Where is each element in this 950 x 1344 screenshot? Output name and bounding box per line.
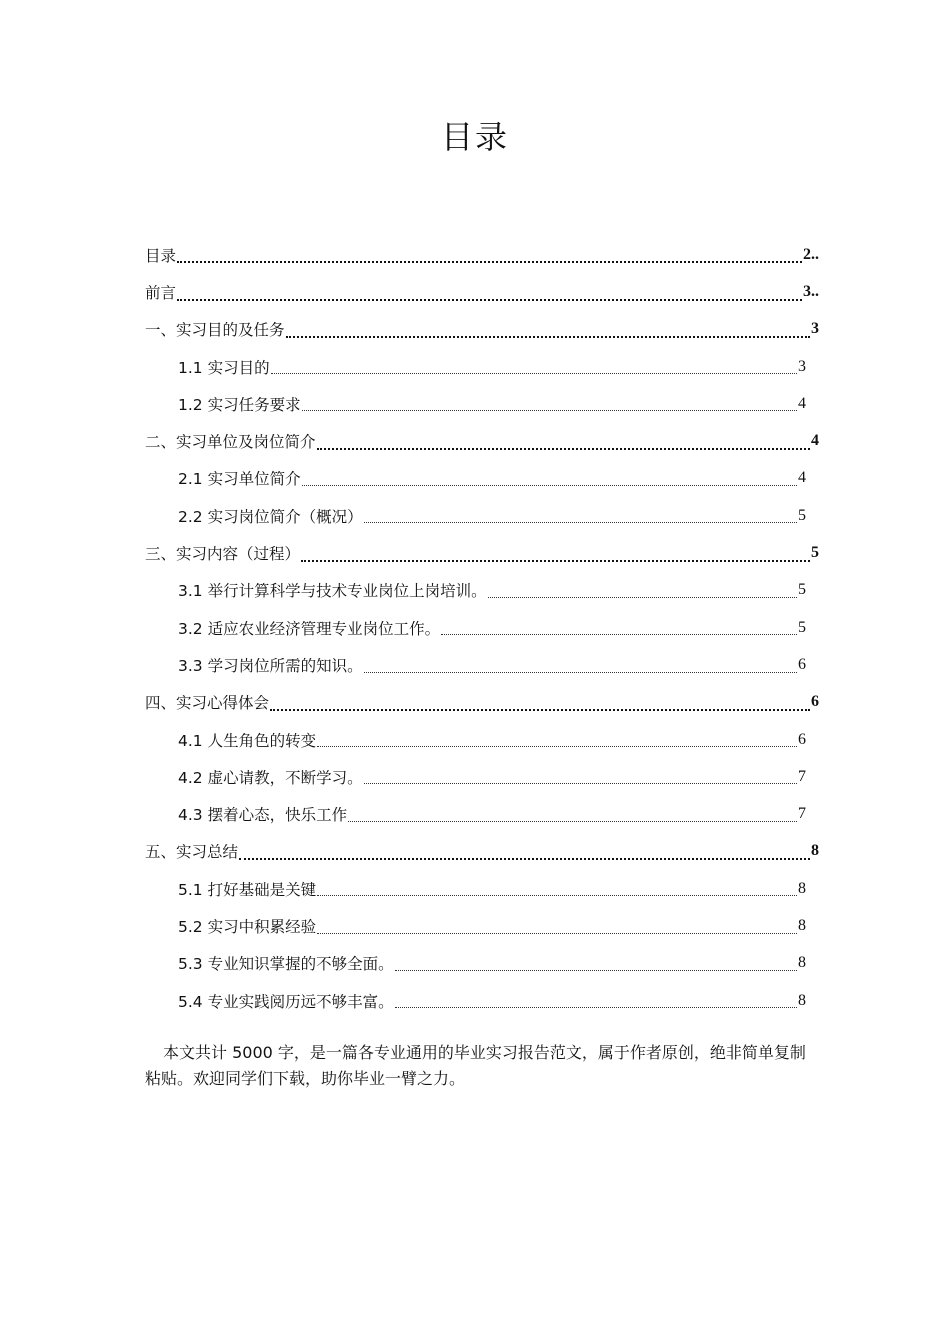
toc-entry[interactable] <box>145 907 806 944</box>
toc-entry[interactable] <box>145 534 819 571</box>
toc-entry-label: 3.2 适应农业经济管理专业岗位工作。 <box>178 619 441 638</box>
toc-page-number: 5 <box>798 618 806 636</box>
toc-entry[interactable] <box>145 273 819 310</box>
toc-dot-leader <box>317 422 810 459</box>
toc-dot-leader <box>364 497 797 534</box>
toc-page-number: 8 <box>798 954 806 972</box>
toc-entry-label: 5.2 实习中积累经验 <box>178 917 317 936</box>
toc-page-number: 4 <box>798 469 806 487</box>
toc-entry[interactable] <box>145 833 819 870</box>
toc-entry[interactable] <box>145 870 806 907</box>
toc-entry[interactable] <box>145 684 819 721</box>
toc-entry[interactable] <box>145 348 806 385</box>
toc-entry-label: 前言 <box>145 283 177 302</box>
toc-dot-leader <box>364 758 797 795</box>
toc-entry-label: 5.3 专业知识掌握的不够全面。 <box>178 955 394 974</box>
toc-entry-label: 4.2 虚心请教，不断学习。 <box>178 768 363 787</box>
toc-entry-label: 4.1 人生角色的转变 <box>178 731 317 750</box>
toc-dot-leader <box>364 646 797 683</box>
toc-entry[interactable] <box>145 311 819 348</box>
toc-entry[interactable] <box>145 646 806 683</box>
toc-entry-label: 1.1 实习目的 <box>178 358 270 377</box>
toc-page-number: 5 <box>798 506 806 524</box>
toc-entry-label: 五、实习总结 <box>145 843 239 862</box>
toc-entry[interactable] <box>145 236 819 273</box>
page-title: 目录 <box>440 118 509 156</box>
toc-entry[interactable] <box>145 758 806 795</box>
toc-entry-label: 1.2 实习任务要求 <box>178 395 301 414</box>
toc-entry-label: 2.2 实习岗位简介（概况） <box>178 507 363 526</box>
toc-dot-leader <box>317 721 797 758</box>
toc-entry[interactable] <box>145 460 806 497</box>
toc-dot-leader <box>302 385 797 422</box>
toc-page-number: 2.. <box>803 245 819 263</box>
toc-dot-leader <box>488 572 797 609</box>
toc-page-number: 3.. <box>803 282 819 300</box>
toc-entry[interactable] <box>145 795 806 832</box>
toc-page-number: 3 <box>811 320 819 338</box>
toc-page-number: 3 <box>798 357 806 375</box>
toc-entry-label: 目录 <box>145 246 177 265</box>
toc-page-number: 8 <box>798 916 806 934</box>
toc-page-number: 6 <box>798 730 806 748</box>
toc-page-number: 7 <box>798 767 806 785</box>
toc-page-number: 8 <box>798 991 806 1009</box>
toc-page-number: 4 <box>811 432 819 450</box>
toc-dot-leader <box>317 907 797 944</box>
toc-page-number: 6 <box>811 693 819 711</box>
toc-dot-leader <box>348 795 797 832</box>
toc-dot-leader <box>177 273 802 310</box>
toc-entry-label: 一、实习目的及任务 <box>145 321 285 340</box>
document-note: 本文共计 5000 字，是一篇各专业通用的毕业实习报告范文，属于作者原创，绝非简单复制粘贴。欢迎同学们下载，助你毕业一臂之力。 <box>145 1043 806 1088</box>
toc-dot-leader <box>395 945 797 982</box>
toc-dot-leader <box>301 534 810 571</box>
toc-entry-label: 5.1 打好基础是关键 <box>178 880 317 899</box>
toc-entry[interactable] <box>145 385 806 422</box>
toc-entry[interactable] <box>145 721 806 758</box>
table-of-contents <box>145 236 825 1019</box>
toc-dot-leader <box>270 684 810 721</box>
toc-entry[interactable] <box>145 945 806 982</box>
toc-dot-leader <box>395 982 797 1019</box>
toc-dot-leader <box>317 870 797 907</box>
toc-entry[interactable] <box>145 982 806 1019</box>
toc-dot-leader <box>286 311 810 348</box>
toc-entry-label: 3.3 学习岗位所需的知识。 <box>178 656 363 675</box>
toc-entry-label: 三、实习内容（过程） <box>145 545 301 564</box>
toc-entry-label: 二、实习单位及岗位简介 <box>145 433 316 452</box>
toc-page-number: 5 <box>811 544 819 562</box>
toc-page-number: 6 <box>798 655 806 673</box>
toc-entry-label: 四、实习心得体会 <box>145 694 270 713</box>
toc-page-number: 8 <box>811 842 819 860</box>
toc-dot-leader <box>177 236 802 273</box>
toc-page-number: 4 <box>798 394 806 412</box>
toc-entry-label: 3.1 举行计算科学与技术专业岗位上岗培训。 <box>178 582 487 601</box>
toc-page-number: 5 <box>798 581 806 599</box>
toc-entry-label: 2.1 实习单位简介 <box>178 470 301 489</box>
toc-entry[interactable] <box>145 497 806 534</box>
toc-dot-leader <box>271 348 797 385</box>
toc-entry[interactable] <box>145 609 806 646</box>
toc-dot-leader <box>441 609 797 646</box>
toc-dot-leader <box>239 833 810 870</box>
toc-page-number: 8 <box>798 879 806 897</box>
toc-page-number: 7 <box>798 805 806 823</box>
toc-entry[interactable] <box>145 572 806 609</box>
toc-dot-leader <box>302 460 797 497</box>
toc-entry-label: 5.4 专业实践阅历远不够丰富。 <box>178 992 394 1011</box>
toc-entry-label: 4.3 摆着心态，快乐工作 <box>178 806 348 825</box>
toc-entry[interactable] <box>145 422 819 459</box>
